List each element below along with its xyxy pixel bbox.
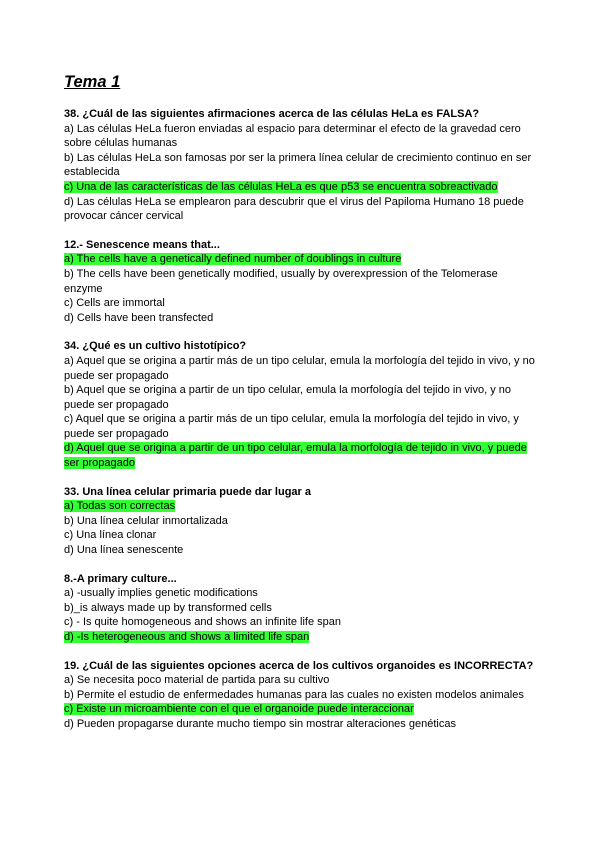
question-text: 12.- Senescence means that... [64,238,220,251]
answer-option [64,151,538,180]
question-8 [64,572,538,645]
highlighted-option-text: a) The cells have a genetically defined number of doublings in culture [64,253,402,266]
option-text: a) -usually implies genetic modifications [64,587,258,600]
option-text: b) Las células HeLa son famosas por ser la primera línea celular de crecimiento continuo en ser establecida [64,151,532,179]
answer-option [64,412,538,441]
option-text: c) Cells are immortal [64,297,165,310]
option-text: c) Aquel que se origina a partir más de un tipo celular, emula la morfología del tejido in vivo, y puede ser propagado [64,413,519,440]
option-text: d) Las células HeLa se emplearon para descubrir que el virus del Papiloma Humano 18 puede provocar cáncer cervical [64,195,524,223]
question-text: 33. Una línea celular primaria puede dar lugar a [64,485,311,498]
answer-option-highlighted [64,441,538,470]
answer-option-highlighted [64,630,538,645]
answer-option [64,311,538,326]
highlighted-option-text: d) Aquel que se origina a partir de un tipo celular, emula la morfología de tejido in vivo, y puede ser propagado [64,442,527,470]
answer-option [64,267,538,296]
option-text: c) Una línea clonar [64,529,157,542]
answer-option [64,195,538,224]
page-title: Tema 1 [64,73,121,91]
answer-option [64,514,538,529]
option-text: d) Pueden propagarse durante mucho tiempo sin mostrar alteraciones genéticas [64,717,456,730]
question-19 [64,659,538,732]
option-text: a) Las células HeLa fueron enviadas al espacio para determinar el efecto de la gravedad cero sobre células humanas [64,122,521,150]
option-text: b) The cells have been genetically modified, usually by overexpression of the Telomerase enzyme [64,267,498,295]
highlighted-option-text: c) Existe un microambiente con el que el organoide puede interaccionar [64,703,414,716]
option-text: d) Una línea senescente [64,544,184,557]
option-text: c) - Is quite homogeneous and shows an infinite life span [64,616,341,629]
answer-option [64,543,538,558]
question-33 [64,485,538,558]
answer-option [64,586,538,601]
question-text: 19. ¿Cuál de las siguientes opciones acerca de los cultivos organoides es INCORRECTA? [64,659,534,672]
highlighted-option-text: c) Una de las características de las células HeLa es que p53 se encuentra sobreactivado [64,180,498,193]
answer-option [64,688,538,703]
answer-option [64,717,538,732]
answer-option-highlighted [64,180,538,195]
option-text: b)_is always made up by transformed cells [64,601,272,614]
answer-option-highlighted [64,252,538,267]
option-text: a) Aquel que se origina a partir más de un tipo celular, emula la morfología del tejido in vivo, y no puede ser propagado [64,354,535,382]
question-34 [64,339,538,470]
option-text: d) Cells have been transfected [64,311,214,324]
answer-option [64,296,538,311]
option-text: b) Aquel que se origina a partir de un tipo celular, emula la morfología del tejido in vivo, y no puede ser propagado [64,384,511,411]
option-text: a) Se necesita poco material de partida para su cultivo [64,674,330,687]
option-text: b) Permite el estudio de enfermedades humanas para las cuales no existen modelos animales [64,688,524,701]
answer-option-highlighted [64,499,538,514]
highlighted-option-text: a) Todas son correctas [64,500,176,513]
question-12 [64,238,538,326]
answer-option [64,601,538,616]
question-38 [64,107,538,224]
answer-option [64,673,538,688]
question-text: 38. ¿Cuál de las siguientes afirmaciones acerca de las células HeLa es FALSA? [64,108,480,120]
highlighted-option-text: d) -Is heterogeneous and shows a limited life span [64,631,310,643]
answer-option [64,615,538,630]
answer-option [64,354,538,383]
option-text: b) Una línea celular inmortalizada [64,514,228,527]
question-text: 8.-A primary culture... [64,572,177,585]
answer-option-highlighted [64,702,538,717]
question-text: 34. ¿Qué es un cultivo histotípico? [64,340,247,353]
answer-option [64,528,538,543]
answer-option [64,122,538,151]
answer-option [64,383,538,412]
